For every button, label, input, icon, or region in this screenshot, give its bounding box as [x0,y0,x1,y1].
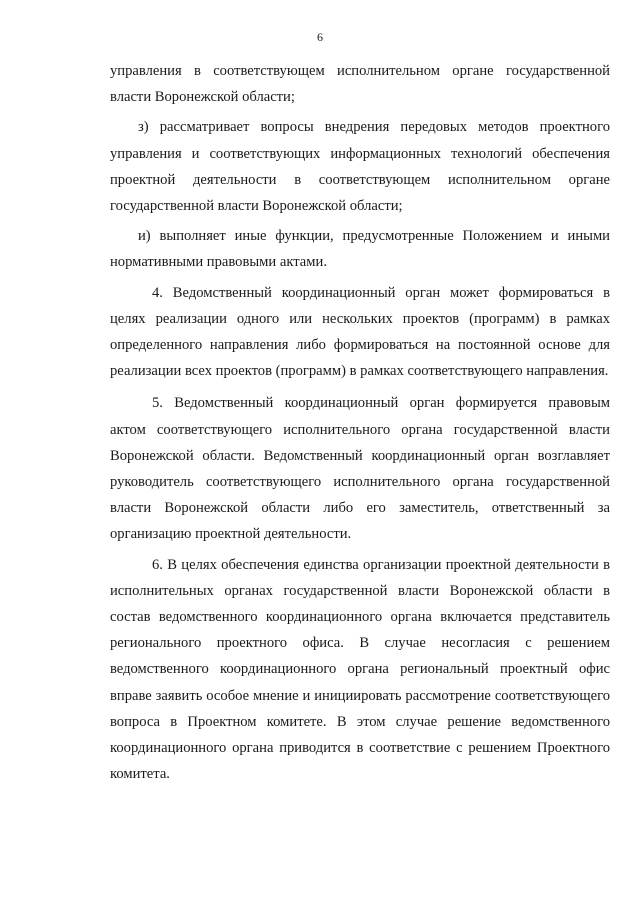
list-item-z: з) рассматривает вопросы внедрения передовых методов проектного управления и соответствующих информационных технологий обеспечения проектной деятельности в соответствующем исполнительном органе государственной власти Воронежской области; [110,119,610,215]
list-item-i: и) выполняет иные функции, предусмотренные Положением и иными нормативными правовыми актами. [110,228,610,271]
paragraph-5: 5. Ведомственный координационный орган формируется правовым актом соответствующего исполнительного органа государственной власти Воронежской области. Ведомственный координационный орган возглавляет руководитель соответствующего исполнительного органа государственной власти Воронежской области либо его заместитель, ответственный за организацию проектной деятельности. [110,395,610,543]
page-number: 6 [317,30,323,44]
paragraph-6: 6. В целях обеспечения единства организации проектной деятельности в исполнительных органах государственной власти Воронежской области в состав ведомственного координационного органа включается представитель регионального проектного офиса. В случае несогласия с решением ведомственного координационного органа региональный проектный офис вправе заявить особое мнение и инициировать рассмотрение соответствующего вопроса в Проектном комитете. В этом случае решение ведомственного координационного органа приводится в соответствие с решением Проектного комитета. [110,556,610,783]
document-body [110,58,610,787]
paragraph-continuation: управления в соответствующем исполнительном органе государственной власти Воронежской области; [110,63,610,106]
paragraph-4: 4. Ведомственный координационный орган может формироваться в целях реализации одного или нескольких проектов (программ) в рамках определенного направления либо формироваться на постоянной основе для реализации всех проектов (программ) в рамках соответствующего направления. [110,284,610,380]
